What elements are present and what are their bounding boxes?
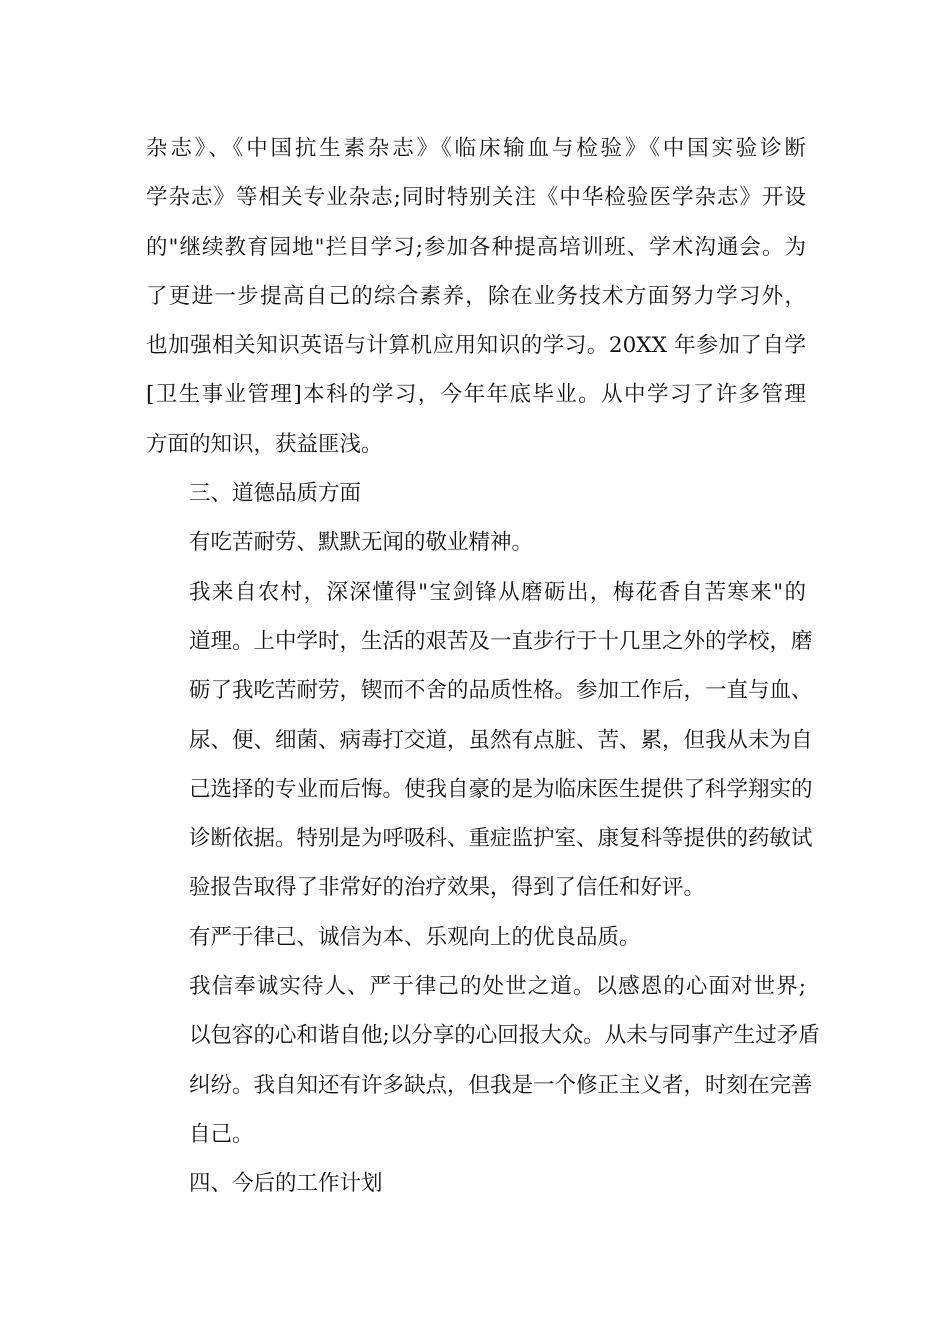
document-body: [146, 124, 820, 1209]
paragraph: [146, 518, 806, 567]
text-line: 我信奉诚实待人、严于律己的处世之道。以感恩的心面对世界;: [189, 974, 806, 1000]
paragraph: [146, 124, 806, 469]
paragraph: [146, 962, 820, 1159]
text-line: 有吃苦耐劳、默默无闻的敬业精神。: [189, 530, 534, 556]
text-line: 道理。上中学时，生活的艰苦及一直步行于十几里之外的学校，磨: [189, 628, 813, 654]
text-line: 尿、便、细菌、病毒打交道，虽然有点脏、苦、累，但我从未为自: [189, 727, 813, 753]
section-heading: [146, 469, 806, 518]
text-line: 以包容的心和谐自他;以分享的心回报大众。从未与同事产生过矛盾: [189, 1023, 820, 1049]
text-line: 己选择的专业而后悔。使我自豪的是为临床医生提供了科学翔实的: [189, 776, 813, 802]
text-line: 验报告取得了非常好的治疗效果，得到了信任和好评。: [189, 875, 706, 901]
text-line: 学杂志》等相关专业杂志;同时特别关注《中华检验医学杂志》开设: [146, 185, 806, 211]
paragraph: [146, 913, 806, 962]
text-line: 了更进一步提高自己的综合素养，除在业务技术方面努力学习外，: [146, 283, 806, 309]
text-line: 的"继续教育园地"拦目学习;参加各种提高培训班、学术沟通会。为: [146, 234, 806, 260]
text-line: 纠纷。我自知还有许多缺点，但我是一个修正主义者，时刻在完善: [189, 1072, 813, 1098]
text-line: 自己。: [189, 1121, 254, 1147]
text-line: 四、今后的工作计划: [189, 1171, 383, 1197]
text-line: 也加强相关知识英语与计算机应用知识的学习。20XX 年参加了自学: [146, 333, 806, 359]
text-line: 诊断依据。特别是为呼吸科、重症监护室、康复科等提供的药敏试: [189, 826, 813, 852]
text-line: 杂志》、《中国抗生素杂志》《临床输血与检验》《中国实验诊断: [146, 136, 806, 161]
text-line: 我来自农村，深深懂得"宝剑锋从磨砺出，梅花香自苦寒来"的: [189, 579, 806, 605]
text-line: 有严于律己、诚信为本、乐观向上的优良品质。: [189, 924, 641, 950]
text-line: 三、道德品质方面: [189, 481, 362, 507]
text-line: 方面的知识，获益匪浅。: [146, 431, 383, 457]
text-line: 砺了我吃苦耐劳，锲而不舍的品质性格。参加工作后，一直与血、: [189, 678, 813, 704]
text-line: [卫生事业管理]本科的学习，今年年底毕业。从中学习了许多管理: [146, 382, 806, 408]
paragraph: [146, 568, 813, 913]
section-heading: [146, 1159, 806, 1208]
